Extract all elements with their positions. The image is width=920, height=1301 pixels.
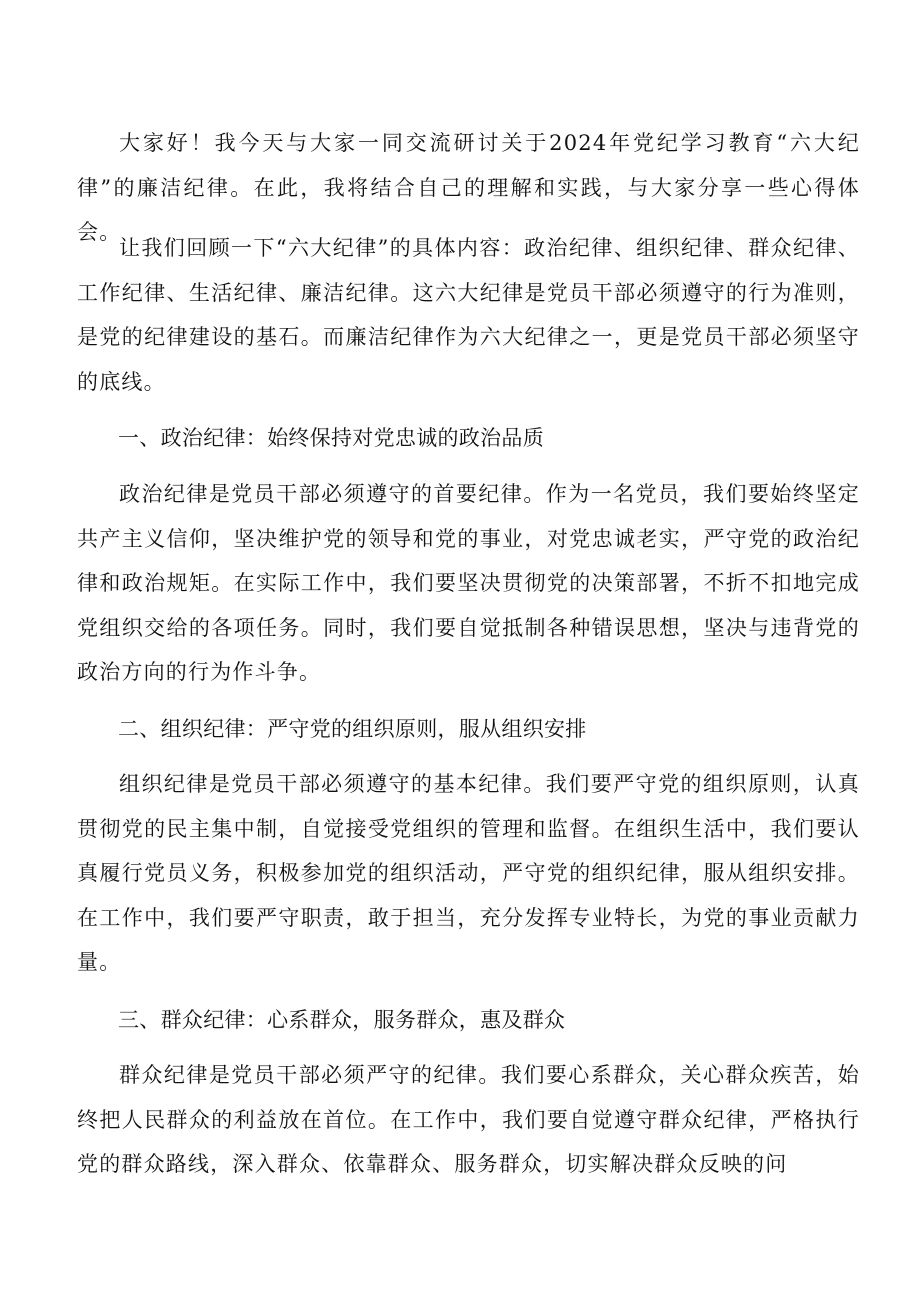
intro-paragraph: 大家好！我今天与大家一同交流研讨关于2024年党纪学习教育“六大纪律”的廉洁纪律。在此，我将结合自己的理解和实践，与大家分享一些心得体会。 (77, 131, 860, 244)
political-discipline-heading: 一、政治纪律：始终保持对党忠诚的政治品质 (118, 426, 544, 450)
review-paragraph: 让我们回顾一下“六大纪律”的具体内容：政治纪律、组织纪律、群众纪律、工作纪律、生活纪律、廉洁纪律。这六大纪律是党员干部必须遵守的行为准则，是党的纪律建设的基石。而廉洁纪律作为六大纪律之一，更是党员干部必须坚守的底线。 (77, 236, 860, 394)
organization-discipline-heading: 二、组织纪律：严守党的组织原则，服从组织安排 (118, 717, 587, 741)
masses-discipline-heading: 三、群众纪律：心系群众，服务群众，惠及群众 (118, 1008, 566, 1032)
organization-discipline-paragraph: 组织纪律是党员干部必须遵守的基本纪律。我们要严守党的组织原则，认真贯彻党的民主集中制，自觉接受党组织的管理和监督。在组织生活中，我们要认真履行党员义务，积极参加党的组织活动，严守党的组织纪律，服从组织安排。在工作中，我们要严守职责，敢于担当，充分发挥专业特长，为党的事业贡献力量。 (77, 772, 860, 974)
masses-discipline-paragraph: 群众纪律是党员干部必须严守的纪律。我们要心系群众，关心群众疾苦，始终把人民群众的利益放在首位。在工作中，我们要自觉遵守群众纪律，严格执行党的群众路线，深入群众、依靠群众、服务群众，切实解决群众反映的问 (77, 1063, 860, 1176)
political-discipline-paragraph: 政治纪律是党员干部必须遵守的首要纪律。作为一名党员，我们要始终坚定共产主义信仰，坚决维护党的领导和党的事业，对党忠诚老实，严守党的政治纪律和政治规矩。在实际工作中，我们要坚决贯彻党的决策部署，不折不扣地完成党组织交给的各项任务。同时，我们要自觉抵制各种错误思想，坚决与违背党的政治方向的行为作斗争。 (77, 482, 860, 684)
